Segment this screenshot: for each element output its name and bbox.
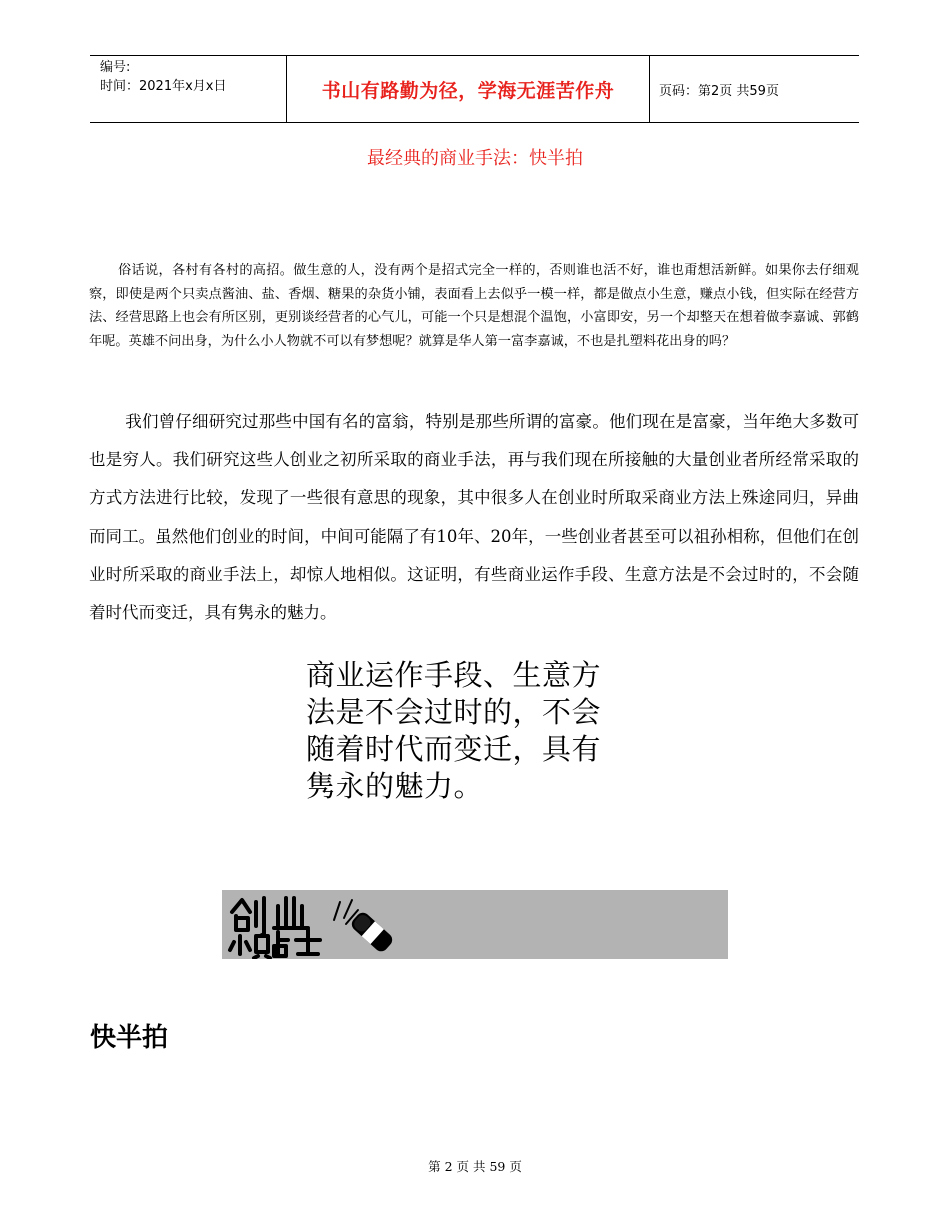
header-time-label: 时间：2021年x月x日 [100, 79, 227, 94]
page-footer: 第 2 页 共 59 页 [428, 1159, 522, 1174]
pull-quote: 商业运作手段、生意方法是不会过时的，不会随着时代而变迁，具有隽永的魅力。 [306, 658, 602, 803]
body-paragraph-1: 俗话说，各村有各村的高招。做生意的人，没有两个是招式完全一样的，否则谁也活不好，谁也甭想活新鲜。如果你去仔细观察，即使是两个只卖点酱油、盐、香烟、糖果的杂货小铺，表面看上去似乎一模一样，都是做点小生意，赚点小钱，但实际在经营方法、经营思路上也会有所区别，更别谈经营者的心气儿，可能一个只是想混个温饱，小富即安，另一个却整天在想着做李嘉诚、郭鹤年呢。英雄不问出身，为什么小人物就不可以有梦想呢？就算是华人第一富李嘉诚，不也是扎塑料花出身的吗？ [89, 263, 859, 349]
body-paragraph-2: 我们曾仔细研究过那些中国有名的富翁，特别是那些所谓的富豪。他们现在是富豪，当年绝大多数可也是穷人。我们研究这些人创业之初所采取的商业手法，再与我们现在所接触的大量创业者所经常采取的方式方法进行比较，发现了一些很有意思的现象，其中很多人在创业时所取采商业方法上殊途同归，异曲而同工。虽然他们创业的时间，中间可能隔了有10年、20年，一些创业者甚至可以祖孙相称，但他们在创业时所采取的商业手法上，却惊人地相似。这证明，有些商业运作手段、生意方法是不会过时的，不会随着时代而变迁，具有隽永的魅力。 [89, 412, 859, 623]
section-heading: 快半拍 [90, 1023, 169, 1053]
header-page-info: 页码：第2页 共59页 [659, 83, 779, 99]
header-meta [90, 56, 287, 122]
startup-tips-banner [222, 890, 728, 959]
document-title: 最经典的商业手法：快半拍 [367, 148, 583, 169]
startup-tips-logo [222, 890, 728, 959]
document-header [90, 55, 859, 123]
header-motto: 书山有路勤为径，学海无涯苦作舟 [287, 56, 650, 122]
header-number-label: 编号: [100, 60, 131, 75]
